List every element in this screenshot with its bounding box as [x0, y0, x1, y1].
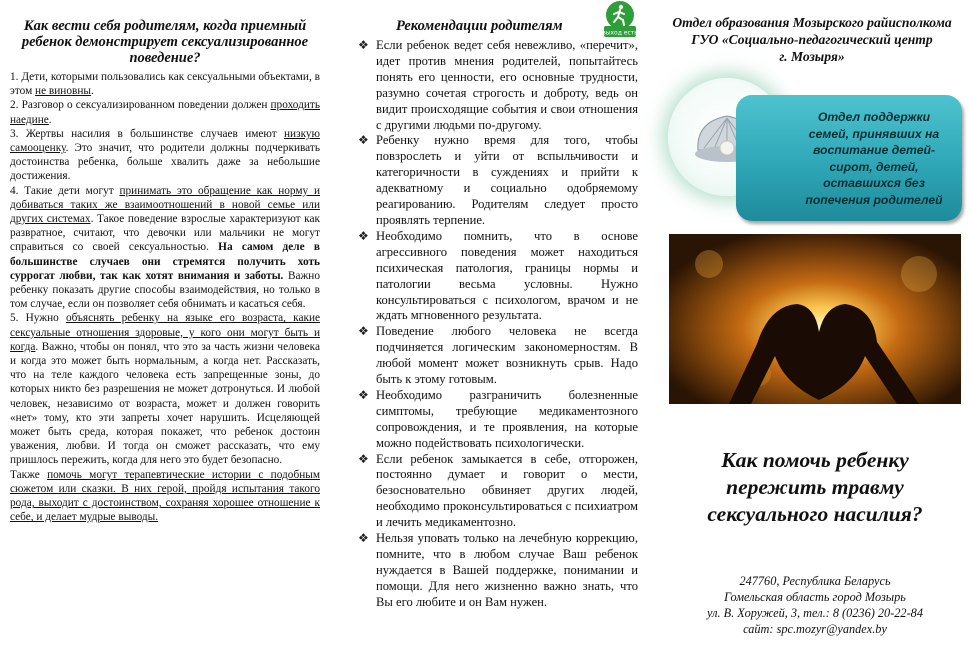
left-heading: Как вести себя родителям, когда приемный ребенок демонстрирует сексуализированное поведение?: [21, 18, 309, 66]
title-line: Как помочь ребенку: [721, 448, 909, 472]
recommendation-item: ❖ Ребенку нужно время для того, чтобы повзрослеть и уйти от вспыльчивости и категоричности в суждениях и прийти к адекватному и социально одобряемому реагированию. Родителям следует просто проявлять терпение.: [358, 133, 638, 227]
advice-item: 3. Жертвы насилия в большинстве случаев имеют низкую самооценку. Это значит, что родители должны подчеркивать достоинства ребенка, больше хвалить даже за небольшие достижения.: [10, 127, 320, 183]
organization-name: [662, 14, 962, 65]
diamond-bullet-icon: ❖: [358, 133, 369, 148]
department-line: воспитание детей-: [812, 143, 936, 157]
main-title: [680, 447, 950, 528]
contact-address: [670, 573, 960, 637]
title-line: пережить травму: [726, 475, 904, 499]
advice-item: 2. Разговор о сексуализированном поведении должен проходить наедине.: [10, 99, 320, 126]
department-line: сирот, детей,: [829, 159, 919, 174]
department-line: оставшихся без: [823, 176, 925, 190]
address-line: ул. В. Хоружей, 3, тел.: 8 (0236) 20-22-84: [707, 606, 923, 620]
heart-hands-photo: [669, 234, 961, 404]
recommendation-item: ❖ Необходимо разграничить болезненные симптомы, требующие медикаментозного сопровождения, и те проявления, на которые можно подействовать психологически.: [358, 387, 638, 450]
diamond-bullet-icon: ❖: [358, 531, 369, 546]
address-line: сайт: spc.mozyr@yandex.by: [743, 622, 887, 636]
department-banner: [736, 95, 962, 221]
diamond-bullet-icon: ❖: [358, 324, 369, 339]
department-line: попечения родителей: [805, 192, 943, 207]
recommendation-item: ❖ Нельзя уповать только на лечебную коррекцию, помните, что в любом случае Ваш ребенок нуждается в Вашей поддержке, понимании и помощи. Для него жизненно важно знать, что Вы его любите и он Вам нужен.: [358, 531, 638, 609]
organization-line: ГУО «Социально-педагогический центр: [691, 32, 933, 47]
recommendation-item: ❖ Если ребенок замыкается в себе, отгорожен, постоянно думает и говорит о мести, безосновательно обвиняет других людей, необходимо проконсультироваться с психиатром и лечить медикаментозно.: [358, 451, 638, 530]
title-line: сексуального насилия?: [707, 502, 923, 526]
organization-line: Отдел образования Мозырского райисполкома: [672, 15, 952, 30]
diamond-bullet-icon: ❖: [358, 38, 369, 52]
recommendation-item: ❖ Поведение любого человека не всегда подчиняется логическим закономерностям. В любой момент может возникнуть срыв. Надо быть к этому готовым.: [358, 324, 638, 387]
exit-sign-icon: [598, 0, 642, 40]
right-column: [662, 14, 962, 65]
advice-item: 5. Нужно объяснять ребенку на языке его возраста, какие сексуальные отношения здоровые, у кого они могут быть и когда. Важно, чтобы он понял, что это за часть жизни человека и когда это может быть нормальным, а когда нет. Рассказать, что на теле каждого человека есть запрещенные зоны, до которых никто без разрешения не может дотронуться. И любой человек, независимо от возраста, может и должен говорить «нет» тому, кто эти запреты хочет нарушить. Исцеляющей может быть среда, которая покажет, что ребенок достоин уважения, любви. И тогда он сможет рассказать, что ему пришлось пережить, когда для него это будет безопасно.: [10, 312, 321, 467]
diamond-bullet-icon: ❖: [358, 387, 369, 402]
department-text: [794, 109, 954, 208]
exit-sign-label: выход есть: [602, 29, 638, 37]
recommendations-list: [354, 38, 638, 611]
department-line: семей, принявших на: [808, 126, 940, 141]
address-line: Гомельская область город Мозырь: [724, 590, 906, 604]
advice-item: 4. Такие дети могут принимать это обращение как норму и добиваться таких же взаимоотношений в новой семье или других системах. Такое поведение взрослые характеризуют как развратное, считают, что девочки или мальчики не могут справиться со своей сексуальностью. На самом деле в большинстве случаев они стремятся получить хоть суррогат любви, так как хотят внимания и заботы. Важно ребенку показать другие способы взаимодействия, но только в том случае, если он позволяет себя обнимать и касаться себя.: [10, 184, 320, 311]
department-line: Отдел поддержки: [817, 110, 931, 124]
recommendation-item: ❖ Если ребенок ведет себя невежливо, «перечит», идет против мнения родителей, попытайтесь понять его ценности, его основные трудности, разумно сочетая строгость и доброту, ведь он видит происходящие события и свои отношения с другими людьми по-другому.: [358, 38, 638, 132]
organization-line: г. Мозыря»: [779, 49, 845, 64]
diamond-bullet-icon: ❖: [358, 451, 369, 466]
address-line: 247760, Республика Беларусь: [739, 574, 891, 588]
recommendations-heading: Рекомендации родителям: [396, 18, 563, 34]
middle-column: [354, 18, 638, 611]
diamond-bullet-icon: ❖: [358, 228, 369, 243]
recommendation-item: ❖ Необходимо помнить, что в основе агрессивного поведения может находиться психическая патология, границы нормы и патологии весьма условны. Нужно консультироваться с психологом, врачом и не ждать мгновенного результата.: [358, 228, 638, 323]
left-column: [10, 18, 320, 525]
left-items: [10, 70, 320, 525]
advice-item: 1. Дети, которыми пользовались как сексуальными объектами, в этом не виновны.: [10, 71, 320, 98]
advice-item: Также помочь могут терапевтические истории с подобным сюжетом или сказки. В них герой, пройдя испытания такого рода, выходит с достоинством, сохраняя хорошее отношение к себе, и делает мудрые выводы.: [10, 468, 320, 524]
